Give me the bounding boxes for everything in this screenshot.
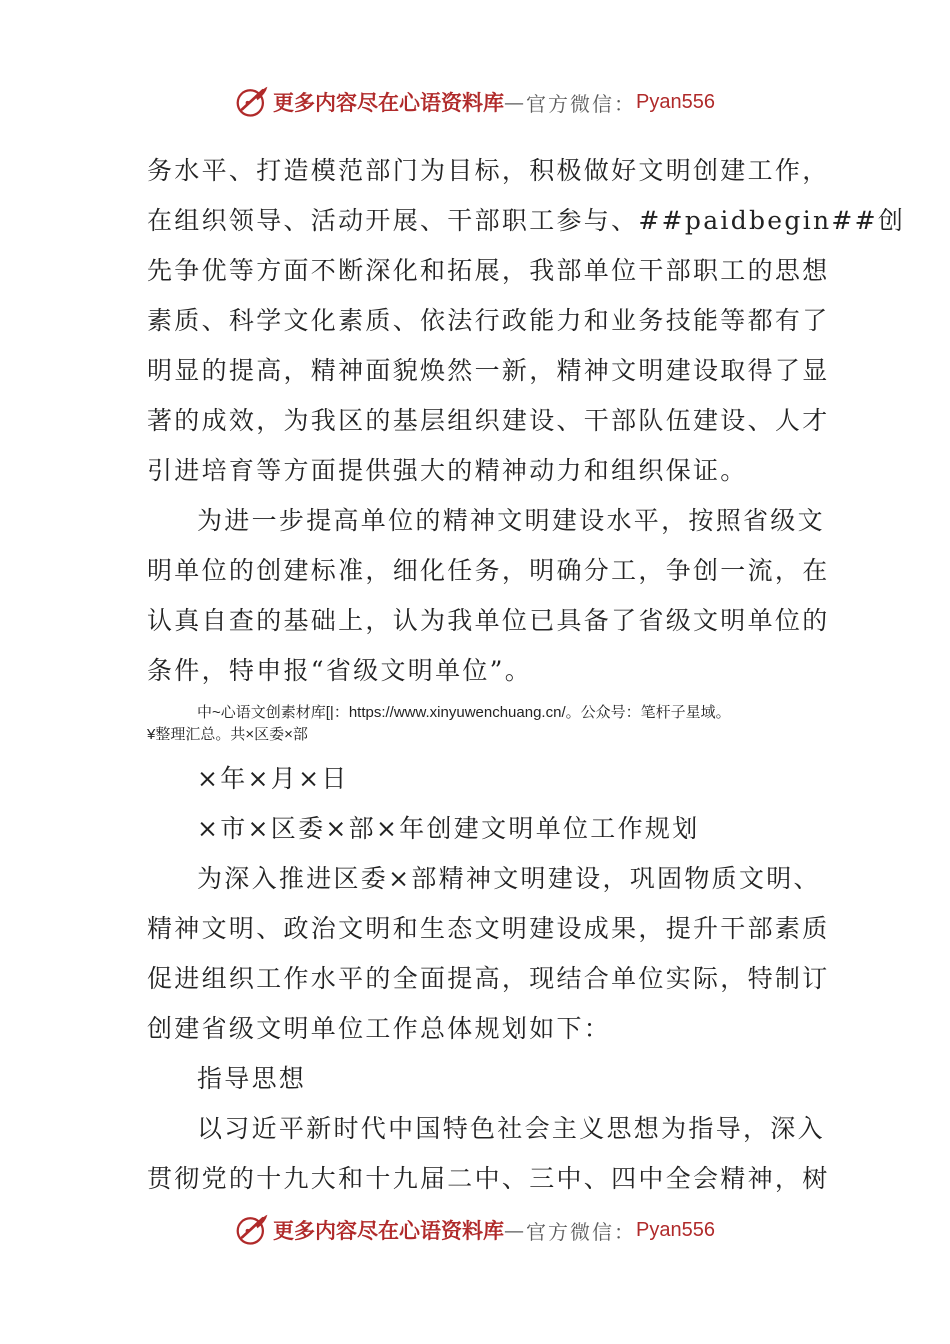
body-line: 著的成效，为我区的基层组织建设、干部队伍建设、人才	[147, 406, 830, 435]
date-line: ×年×月×日	[197, 764, 349, 793]
body-line: 明显的提高，精神面貌焕然一新，精神文明建设取得了显	[147, 356, 830, 385]
body-line: 促进组织工作水平的全面提高，现结合单位实际，特制订	[147, 964, 830, 993]
banner-wechat-label: 官方微信：	[526, 1219, 637, 1244]
watermark-text: 中~心语文创素材库[|：https://www.xinyuwenchuang.cn/。公众号：笔杆子星域。	[197, 704, 731, 721]
banner-wechat-id: Pyan556	[636, 1218, 715, 1241]
banner-main-text: 更多内容尽在心语资料库	[273, 1218, 505, 1243]
banner-wechat-id: Pyan556	[636, 90, 715, 113]
document-body	[147, 146, 906, 1204]
body-line: 创建省级文明单位工作总体规划如下：	[147, 1014, 612, 1043]
body-line: 条件，特申报“省级文明单位”。	[147, 656, 533, 685]
body-line: 素质、科学文化素质、依法行政能力和业务技能等都有了	[147, 306, 830, 335]
body-line: 精神文明、政治文明和生态文明建设成果，提升干部素质	[147, 914, 830, 943]
banner-wechat-label: 官方微信：	[526, 91, 637, 116]
footer-banner	[0, 1210, 950, 1250]
banner-dash: —	[504, 90, 527, 114]
quill-logo-icon	[235, 1212, 271, 1248]
body-line: 引进培育等方面提供强大的精神动力和组织保证。	[147, 456, 748, 485]
body-line: 为深入推进区委×部精神文明建设，巩固物质文明、	[197, 864, 821, 893]
subheading: 指导思想	[197, 1064, 307, 1093]
header-banner	[0, 82, 950, 122]
body-line: 明单位的创建标准，细化任务，明确分工，争创一流，在	[147, 556, 830, 585]
watermark-text: ¥整理汇总。共×区委×部	[147, 726, 308, 743]
body-line: 贯彻党的十九大和十九届二中、三中、四中全会精神，树	[147, 1164, 830, 1193]
body-line: 务水平、打造模范部门为目标，积极做好文明创建工作，	[147, 156, 830, 185]
body-line: 在组织领导、活动开展、干部职工参与、##paidbegin##创	[147, 206, 906, 235]
banner-dash: —	[504, 1218, 527, 1242]
body-line: 先争优等方面不断深化和拓展，我部单位干部职工的思想	[147, 256, 830, 285]
banner-main-text: 更多内容尽在心语资料库	[273, 90, 505, 115]
quill-logo-icon	[235, 84, 271, 120]
body-line: 为进一步提高单位的精神文明建设水平，按照省级文	[197, 506, 825, 535]
body-line: 认真自查的基础上，认为我单位已具备了省级文明单位的	[147, 606, 830, 635]
body-line: 以习近平新时代中国特色社会主义思想为指导，深入	[197, 1114, 825, 1143]
section-title: ×市×区委×部×年创建文明单位工作规划	[197, 814, 700, 843]
